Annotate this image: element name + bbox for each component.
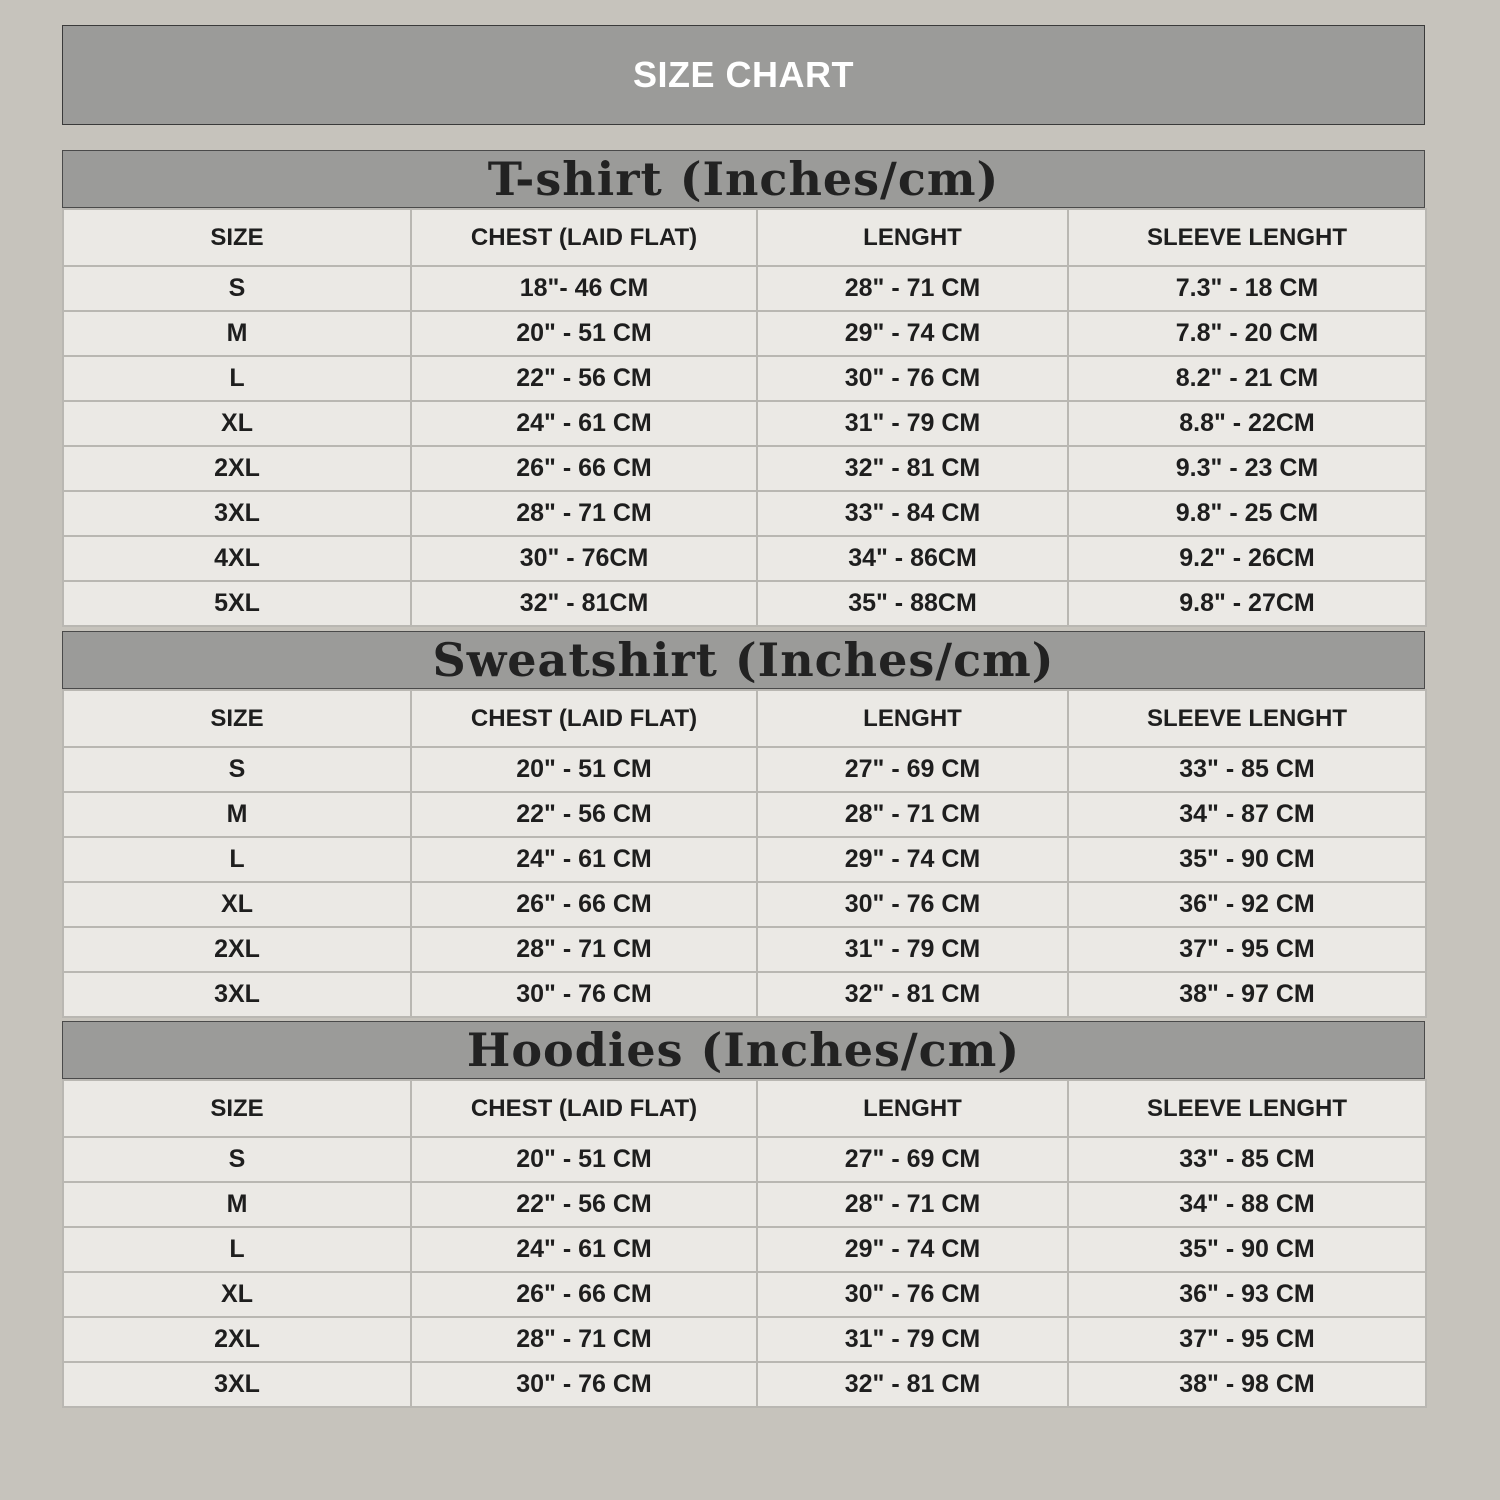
- cell-chest: 28" - 71 CM: [411, 1317, 757, 1362]
- column-header-length: LENGHT: [757, 690, 1068, 747]
- cell-length: 29" - 74 CM: [757, 837, 1068, 882]
- cell-size: M: [63, 792, 411, 837]
- table-row: [63, 491, 1426, 536]
- cell-size: XL: [63, 401, 411, 446]
- table-row: [63, 1227, 1426, 1272]
- cell-length: 33" - 84 CM: [757, 491, 1068, 536]
- cell-size: L: [63, 356, 411, 401]
- cell-chest: 30" - 76 CM: [411, 972, 757, 1017]
- column-header-size: SIZE: [63, 209, 411, 266]
- table-row: [63, 266, 1426, 311]
- cell-sleeve-length: 35" - 90 CM: [1068, 1227, 1426, 1272]
- cell-chest: 22" - 56 CM: [411, 792, 757, 837]
- table-row: [63, 972, 1426, 1017]
- table-row: [63, 882, 1426, 927]
- table-header-row: [63, 209, 1426, 266]
- cell-length: 29" - 74 CM: [757, 1227, 1068, 1272]
- cell-sleeve-length: 37" - 95 CM: [1068, 1317, 1426, 1362]
- column-header-length: LENGHT: [757, 209, 1068, 266]
- cell-length: 27" - 69 CM: [757, 747, 1068, 792]
- cell-chest: 26" - 66 CM: [411, 446, 757, 491]
- table-row: [63, 1272, 1426, 1317]
- table-row: [63, 356, 1426, 401]
- cell-length: 27" - 69 CM: [757, 1137, 1068, 1182]
- cell-length: 35" - 88CM: [757, 581, 1068, 626]
- cell-size: L: [63, 837, 411, 882]
- cell-sleeve-length: 33" - 85 CM: [1068, 747, 1426, 792]
- cell-length: 31" - 79 CM: [757, 1317, 1068, 1362]
- cell-length: 28" - 71 CM: [757, 266, 1068, 311]
- cell-sleeve-length: 34" - 88 CM: [1068, 1182, 1426, 1227]
- column-header-chest: CHEST (LAID FLAT): [411, 1080, 757, 1137]
- cell-size: S: [63, 266, 411, 311]
- cell-size: 2XL: [63, 1317, 411, 1362]
- cell-sleeve-length: 37" - 95 CM: [1068, 927, 1426, 972]
- cell-chest: 22" - 56 CM: [411, 1182, 757, 1227]
- cell-chest: 20" - 51 CM: [411, 1137, 757, 1182]
- cell-length: 30" - 76 CM: [757, 1272, 1068, 1317]
- tshirt-size-table: [62, 208, 1427, 627]
- cell-sleeve-length: 9.8" - 25 CM: [1068, 491, 1426, 536]
- cell-sleeve-length: 36" - 92 CM: [1068, 882, 1426, 927]
- cell-chest: 20" - 51 CM: [411, 311, 757, 356]
- page-title: SIZE CHART: [633, 54, 854, 95]
- cell-size: 3XL: [63, 972, 411, 1017]
- table-row: [63, 311, 1426, 356]
- cell-length: 32" - 81 CM: [757, 1362, 1068, 1407]
- cell-size: M: [63, 1182, 411, 1227]
- cell-chest: 18"- 46 CM: [411, 266, 757, 311]
- column-header-sleeve-length: SLEEVE LENGHT: [1068, 1080, 1426, 1137]
- table-row: [63, 536, 1426, 581]
- cell-sleeve-length: 7.8" - 20 CM: [1068, 311, 1426, 356]
- column-header-size: SIZE: [63, 1080, 411, 1137]
- table-row: [63, 581, 1426, 626]
- cell-size: S: [63, 747, 411, 792]
- cell-sleeve-length: 38" - 98 CM: [1068, 1362, 1426, 1407]
- table-row: [63, 401, 1426, 446]
- cell-chest: 24" - 61 CM: [411, 1227, 757, 1272]
- hoodies-section: [62, 1021, 1425, 1408]
- cell-chest: 30" - 76 CM: [411, 1362, 757, 1407]
- cell-chest: 26" - 66 CM: [411, 882, 757, 927]
- cell-length: 34" - 86CM: [757, 536, 1068, 581]
- cell-size: M: [63, 311, 411, 356]
- cell-chest: 24" - 61 CM: [411, 401, 757, 446]
- cell-size: 3XL: [63, 1362, 411, 1407]
- cell-chest: 26" - 66 CM: [411, 1272, 757, 1317]
- cell-size: 3XL: [63, 491, 411, 536]
- column-header-chest: CHEST (LAID FLAT): [411, 690, 757, 747]
- column-header-sleeve-length: SLEEVE LENGHT: [1068, 690, 1426, 747]
- cell-size: S: [63, 1137, 411, 1182]
- table-row: [63, 1362, 1426, 1407]
- cell-length: 32" - 81 CM: [757, 446, 1068, 491]
- tshirt-section: [62, 150, 1425, 627]
- cell-length: 29" - 74 CM: [757, 311, 1068, 356]
- cell-chest: 22" - 56 CM: [411, 356, 757, 401]
- cell-length: 31" - 79 CM: [757, 401, 1068, 446]
- table-row: [63, 837, 1426, 882]
- cell-sleeve-length: 8.8" - 22CM: [1068, 401, 1426, 446]
- sweatshirt-size-table: [62, 689, 1427, 1018]
- column-header-size: SIZE: [63, 690, 411, 747]
- cell-length: 30" - 76 CM: [757, 882, 1068, 927]
- cell-size: 2XL: [63, 446, 411, 491]
- cell-size: L: [63, 1227, 411, 1272]
- cell-size: 4XL: [63, 536, 411, 581]
- sweatshirt-section: [62, 631, 1425, 1018]
- section-title-sweatshirt: Sweatshirt (Inches/cm): [62, 631, 1425, 689]
- cell-sleeve-length: 9.8" - 27CM: [1068, 581, 1426, 626]
- cell-size: XL: [63, 1272, 411, 1317]
- column-header-sleeve-length: SLEEVE LENGHT: [1068, 209, 1426, 266]
- table-row: [63, 446, 1426, 491]
- table-row: [63, 747, 1426, 792]
- cell-length: 31" - 79 CM: [757, 927, 1068, 972]
- table-row: [63, 1137, 1426, 1182]
- table-row: [63, 1317, 1426, 1362]
- cell-length: 32" - 81 CM: [757, 972, 1068, 1017]
- cell-size: 2XL: [63, 927, 411, 972]
- cell-chest: 24" - 61 CM: [411, 837, 757, 882]
- column-header-chest: CHEST (LAID FLAT): [411, 209, 757, 266]
- table-header-row: [63, 690, 1426, 747]
- cell-sleeve-length: 36" - 93 CM: [1068, 1272, 1426, 1317]
- cell-sleeve-length: 38" - 97 CM: [1068, 972, 1426, 1017]
- cell-size: XL: [63, 882, 411, 927]
- column-header-length: LENGHT: [757, 1080, 1068, 1137]
- cell-chest: 28" - 71 CM: [411, 927, 757, 972]
- cell-length: 28" - 71 CM: [757, 792, 1068, 837]
- cell-chest: 32" - 81CM: [411, 581, 757, 626]
- hoodies-size-table: [62, 1079, 1427, 1408]
- cell-sleeve-length: 9.3" - 23 CM: [1068, 446, 1426, 491]
- table-row: [63, 1182, 1426, 1227]
- cell-chest: 30" - 76CM: [411, 536, 757, 581]
- section-title-hoodies: Hoodies (Inches/cm): [62, 1021, 1425, 1079]
- cell-length: 28" - 71 CM: [757, 1182, 1068, 1227]
- cell-chest: 28" - 71 CM: [411, 491, 757, 536]
- cell-sleeve-length: 34" - 87 CM: [1068, 792, 1426, 837]
- table-header-row: [63, 1080, 1426, 1137]
- cell-sleeve-length: 33" - 85 CM: [1068, 1137, 1426, 1182]
- table-row: [63, 927, 1426, 972]
- table-row: [63, 792, 1426, 837]
- cell-length: 30" - 76 CM: [757, 356, 1068, 401]
- cell-chest: 20" - 51 CM: [411, 747, 757, 792]
- cell-sleeve-length: 8.2" - 21 CM: [1068, 356, 1426, 401]
- cell-sleeve-length: 35" - 90 CM: [1068, 837, 1426, 882]
- section-title-tshirt: T-shirt (Inches/cm): [62, 150, 1425, 208]
- cell-sleeve-length: 9.2" - 26CM: [1068, 536, 1426, 581]
- cell-size: 5XL: [63, 581, 411, 626]
- cell-sleeve-length: 7.3" - 18 CM: [1068, 266, 1426, 311]
- size-chart-banner: [62, 25, 1425, 125]
